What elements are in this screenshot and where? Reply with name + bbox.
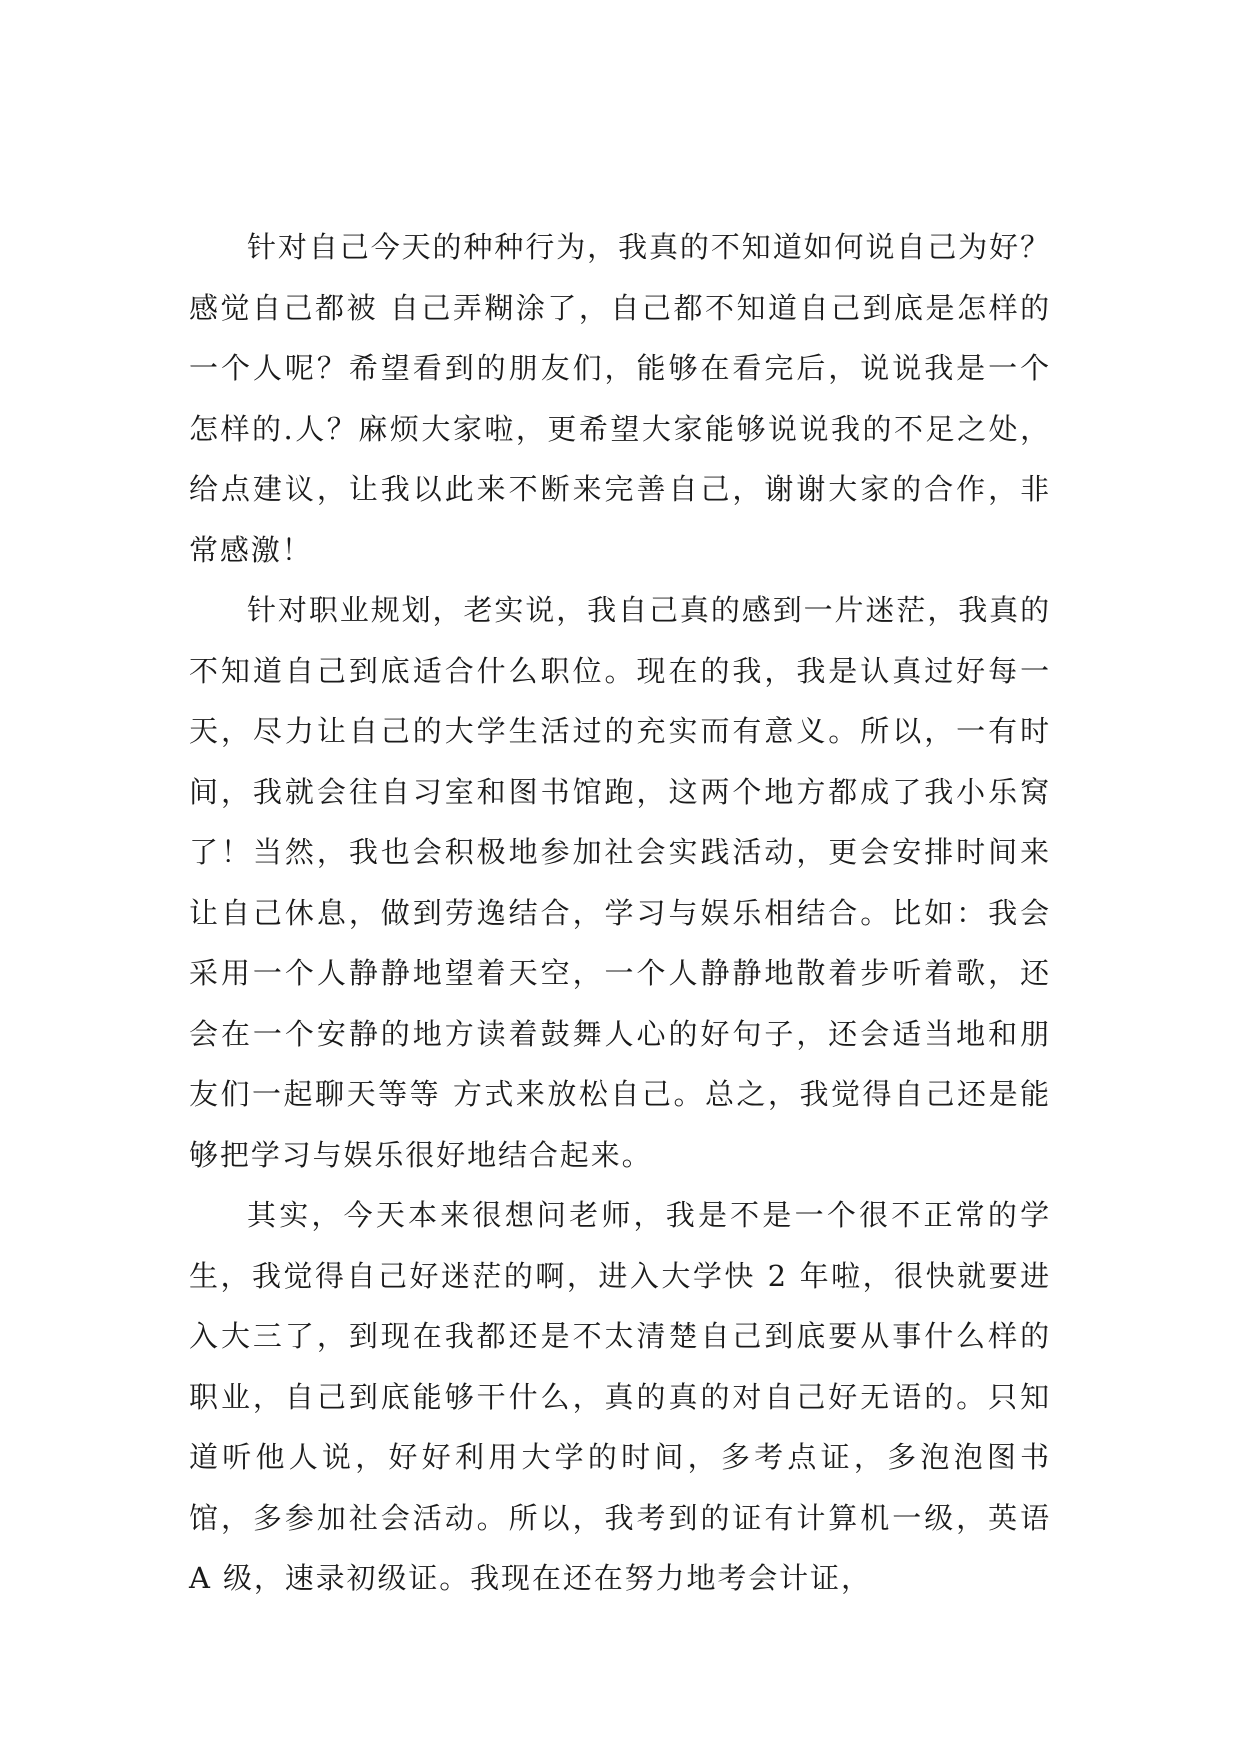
paragraph-career-planning: 针对职业规划，老实说，我自己真的感到一片迷茫，我真的不知道自己到底适合什么职位。现在的我，我是认真过好每一天，尽力让自己的大学生活过的充实而有意义。所以，一有时间，我就会往自习室和图书馆跑，这两个地方都成了我小乐窝了！当然，我也会积极地参加社会实践活动，更会安排时间来让自己休息，做到劳逸结合，学习与娱乐相结合。比如：我会采用一个人静静地望着天空，一个人静静地散着步听着歌，还会在一个安静的地方读着鼓舞人心的好句子，还会适当地和朋友们一起聊天等等 方式来放松自己。总之，我觉得自己还是能够把学习与娱乐很好地结合起来。 <box>189 593 1051 1172</box>
document-body <box>189 217 1063 1609</box>
paragraph-self-reflection: 针对自己今天的种种行为，我真的不知道如何说自己为好？感觉自己都被 自己弄糊涂了，自己都不知道自己到底是怎样的一个人呢？希望看到的朋友们，能够在看完后，说说我是一个怎样的.人？麻烦大家啦，更希望大家能够说说我的不足之处，给点建议，让我以此来不断来完善自己，谢谢大家的合作，非常感激！ <box>189 230 1051 567</box>
paragraph-confusion-and-certificates: 其实，今天本来很想问老师，我是不是一个很不正常的学生，我觉得自己好迷茫的啊，进入大学快 2 年啦，很快就要进入大三了，到现在我都还是不太清楚自己到底要从事什么样的职业，自己到底能够干什么，真的真的对自己好无语的。只知道听他人说，好好利用大学的时间，多考点证，多泡泡图书馆，多参加社会活动。所以，我考到的证有计算机一级，英语 A 级，速录初级证。我现在还在努力地考会计证， <box>189 1198 1063 1595</box>
